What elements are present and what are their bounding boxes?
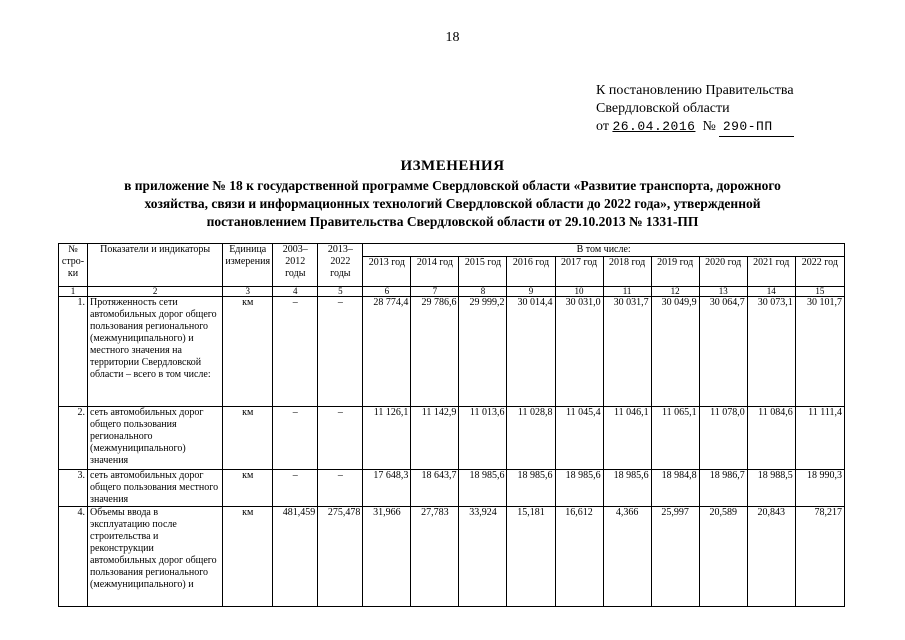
row-year-value: 29 786,6 <box>411 297 459 407</box>
header-year: 2017 год <box>555 257 603 287</box>
header-year: 2022 год <box>795 257 844 287</box>
row-year-value: 4,366 <box>603 507 651 607</box>
row-number: 1. <box>59 297 88 407</box>
row-year-value: 30 073,1 <box>747 297 795 407</box>
row-year-value: 78,217 <box>795 507 844 607</box>
header-year: 2014 год <box>411 257 459 287</box>
header-row-1 <box>59 244 845 257</box>
table-row <box>59 407 845 470</box>
decree-number-line <box>719 118 793 137</box>
row-year-value: 31,966 <box>363 507 411 607</box>
header-year: 2020 год <box>699 257 747 287</box>
row-year-value: 30 101,7 <box>795 297 844 407</box>
page-number: 18 <box>445 30 460 45</box>
row-year-value: 11 111,4 <box>795 407 844 470</box>
header-indicator: Показатели и индикаторы <box>88 244 223 287</box>
title-sub-3: постановлением Правительства Свердловской области от 29.10.2013 № 1331-ПП <box>206 214 699 229</box>
row-period-1: – <box>273 407 318 470</box>
row-year-value: 33,924 <box>459 507 507 607</box>
row-year-value: 11 078,0 <box>699 407 747 470</box>
header-no: № стро-ки <box>59 244 88 287</box>
row-unit: км <box>223 297 273 407</box>
row-year-value: 29 999,2 <box>459 297 507 407</box>
header-year: 2021 год <box>747 257 795 287</box>
row-year-value: 27,783 <box>411 507 459 607</box>
title-sub-1: в приложение № 18 к государственной программе Свердловской области «Развитие транспорта, дорожного <box>124 178 781 193</box>
row-year-value: 25,997 <box>651 507 699 607</box>
row-year-value: 30 014,4 <box>507 297 555 407</box>
header-year: 2013 год <box>363 257 411 287</box>
row-year-value: 11 084,6 <box>747 407 795 470</box>
row-year-value: 18 988,5 <box>747 470 795 507</box>
row-unit: км <box>223 507 273 607</box>
column-number: 8 <box>459 287 507 297</box>
row-year-value: 17 648,3 <box>363 470 411 507</box>
header-period-1: 2003–2012 годы <box>273 244 318 287</box>
decree-number: 290-ПП <box>722 119 773 134</box>
indicators-table <box>58 243 845 607</box>
appendix-date-line <box>596 118 794 137</box>
decree-date: 26.04.2016 <box>612 119 696 134</box>
row-year-value: 18 643,7 <box>411 470 459 507</box>
row-period-2: 275,478 <box>318 507 363 607</box>
row-year-value: 30 064,7 <box>699 297 747 407</box>
row-year-value: 15,181 <box>507 507 555 607</box>
column-number: 6 <box>363 287 411 297</box>
header-year: 2018 год <box>603 257 651 287</box>
row-unit: км <box>223 407 273 470</box>
table-row <box>59 470 845 507</box>
from-label: от <box>596 119 609 134</box>
header-year: 2015 год <box>459 257 507 287</box>
row-number: 4. <box>59 507 88 607</box>
row-period-2: – <box>318 407 363 470</box>
title-sub-2: хозяйства, связи и информационных технологий Свердловской области до 2022 года», утвержденной <box>144 196 761 211</box>
row-year-value: 20,843 <box>747 507 795 607</box>
row-year-value: 11 028,8 <box>507 407 555 470</box>
row-indicator: Объемы ввода в эксплуатацию после строительства и реконструкции автомобильных дорог общего пользования регионального (межмуниципального) и <box>88 507 223 607</box>
column-number: 3 <box>223 287 273 297</box>
row-year-value: 18 985,6 <box>507 470 555 507</box>
row-year-value: 18 985,6 <box>459 470 507 507</box>
column-number-row <box>59 287 845 297</box>
row-number: 3. <box>59 470 88 507</box>
header-period-2: 2013–2022 годы <box>318 244 363 287</box>
row-period-2: – <box>318 470 363 507</box>
row-year-value: 16,612 <box>555 507 603 607</box>
row-year-value: 30 031,7 <box>603 297 651 407</box>
row-year-value: 30 031,0 <box>555 297 603 407</box>
header-year: 2019 год <box>651 257 699 287</box>
column-number: 15 <box>795 287 844 297</box>
column-number: 5 <box>318 287 363 297</box>
appendix-line-1: К постановлению Правительства <box>596 83 794 98</box>
document-title <box>60 156 845 230</box>
row-year-value: 11 045,4 <box>555 407 603 470</box>
row-indicator: Протяженность сети автомобильных дорог общего пользования регионального (межмуниципального) и местного значения на территории Свердловской области – всего в том числе: <box>88 297 223 407</box>
row-number: 2. <box>59 407 88 470</box>
header-unit: Единица измерения <box>223 244 273 287</box>
row-period-1: – <box>273 470 318 507</box>
row-year-value: 18 990,3 <box>795 470 844 507</box>
row-unit: км <box>223 470 273 507</box>
row-period-1: – <box>273 297 318 407</box>
row-year-value: 11 013,6 <box>459 407 507 470</box>
row-indicator: сеть автомобильных дорог общего пользования местного значения <box>88 470 223 507</box>
column-number: 1 <box>59 287 88 297</box>
title-main: ИЗМЕНЕНИЯ <box>400 158 505 174</box>
table-row <box>59 507 845 607</box>
row-year-value: 18 986,7 <box>699 470 747 507</box>
appendix-block <box>596 82 794 137</box>
row-year-value: 11 142,9 <box>411 407 459 470</box>
row-year-value: 18 984,8 <box>651 470 699 507</box>
column-number: 12 <box>651 287 699 297</box>
number-label: № <box>702 119 716 134</box>
column-number: 2 <box>88 287 223 297</box>
table-row <box>59 297 845 407</box>
column-number: 4 <box>273 287 318 297</box>
column-number: 9 <box>507 287 555 297</box>
row-year-value: 11 046,1 <box>603 407 651 470</box>
column-number: 10 <box>555 287 603 297</box>
column-number: 7 <box>411 287 459 297</box>
row-year-value: 18 985,6 <box>603 470 651 507</box>
row-year-value: 11 065,1 <box>651 407 699 470</box>
header-including: В том числе: <box>363 244 845 257</box>
row-year-value: 18 985,6 <box>555 470 603 507</box>
row-year-value: 30 049,9 <box>651 297 699 407</box>
row-indicator: сеть автомобильных дорог общего пользования регионального (межмуниципального) значения <box>88 407 223 470</box>
column-number: 11 <box>603 287 651 297</box>
column-number: 14 <box>747 287 795 297</box>
row-period-1: 481,459 <box>273 507 318 607</box>
column-number: 13 <box>699 287 747 297</box>
row-year-value: 20,589 <box>699 507 747 607</box>
row-year-value: 11 126,1 <box>363 407 411 470</box>
header-year: 2016 год <box>507 257 555 287</box>
row-period-2: – <box>318 297 363 407</box>
appendix-line-2: Свердловской области <box>596 101 730 116</box>
row-year-value: 28 774,4 <box>363 297 411 407</box>
